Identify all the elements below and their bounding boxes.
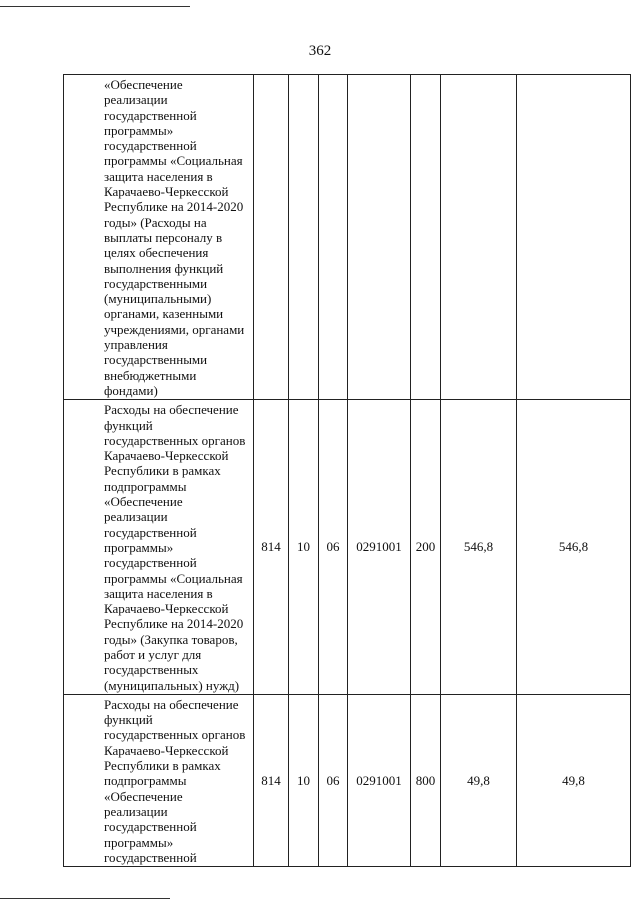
expense-type-cell: 200 [411, 400, 441, 695]
amount-cell: 49,8 [517, 694, 631, 866]
amount-cell: 546,8 [441, 400, 517, 695]
table-row [64, 75, 631, 400]
expense-type-cell: 800 [411, 694, 441, 866]
table-row [64, 400, 631, 695]
target-article-cell [348, 75, 411, 400]
ministry-cell: 814 [254, 694, 289, 866]
target-article-cell: 0291001 [348, 400, 411, 695]
target-article-cell: 0291001 [348, 694, 411, 866]
table-row [64, 694, 631, 866]
subsection-cell: 06 [319, 694, 348, 866]
scan-edge-line [0, 898, 170, 899]
section-cell [289, 75, 319, 400]
amount-cell: 546,8 [517, 400, 631, 695]
section-cell: 10 [289, 694, 319, 866]
description-cell: Расходы на обеспечение функций государственных органов Карачаево-Черкесской Республики в рамках подпрограммы «Обеспечение реализации государственной программы» государственной программы «Социальная защита населения в Карачаево-Черкесской Республике на 2014-2020 годы» (Закупка товаров, работ и услуг для государственных (муниципальных) нужд) [64, 400, 254, 695]
amount-cell [441, 75, 517, 400]
section-cell: 10 [289, 400, 319, 695]
description-cell: Расходы на обеспечение функций государственных органов Карачаево-Черкесской Республики в рамках подпрограммы «Обеспечение реализации государственной программы» государственной [64, 694, 254, 866]
amount-cell: 49,8 [441, 694, 517, 866]
ministry-cell: 814 [254, 400, 289, 695]
ministry-cell [254, 75, 289, 400]
budget-table [63, 74, 631, 867]
description-cell: «Обеспечение реализации государственной программы» государственной программы «Социальная защита населения в Карачаево-Черкесской Республике на 2014-2020 годы» (Расходы на выплаты персоналу в целях обеспечения выполнения функций государственными (муниципальными) органами, казенными учреждениями, органами управления государственными внебюджетными фондами) [64, 75, 254, 400]
scan-edge-line [0, 6, 190, 7]
subsection-cell: 06 [319, 400, 348, 695]
amount-cell [517, 75, 631, 400]
expense-type-cell [411, 75, 441, 400]
subsection-cell [319, 75, 348, 400]
page-number: 362 [308, 43, 332, 59]
